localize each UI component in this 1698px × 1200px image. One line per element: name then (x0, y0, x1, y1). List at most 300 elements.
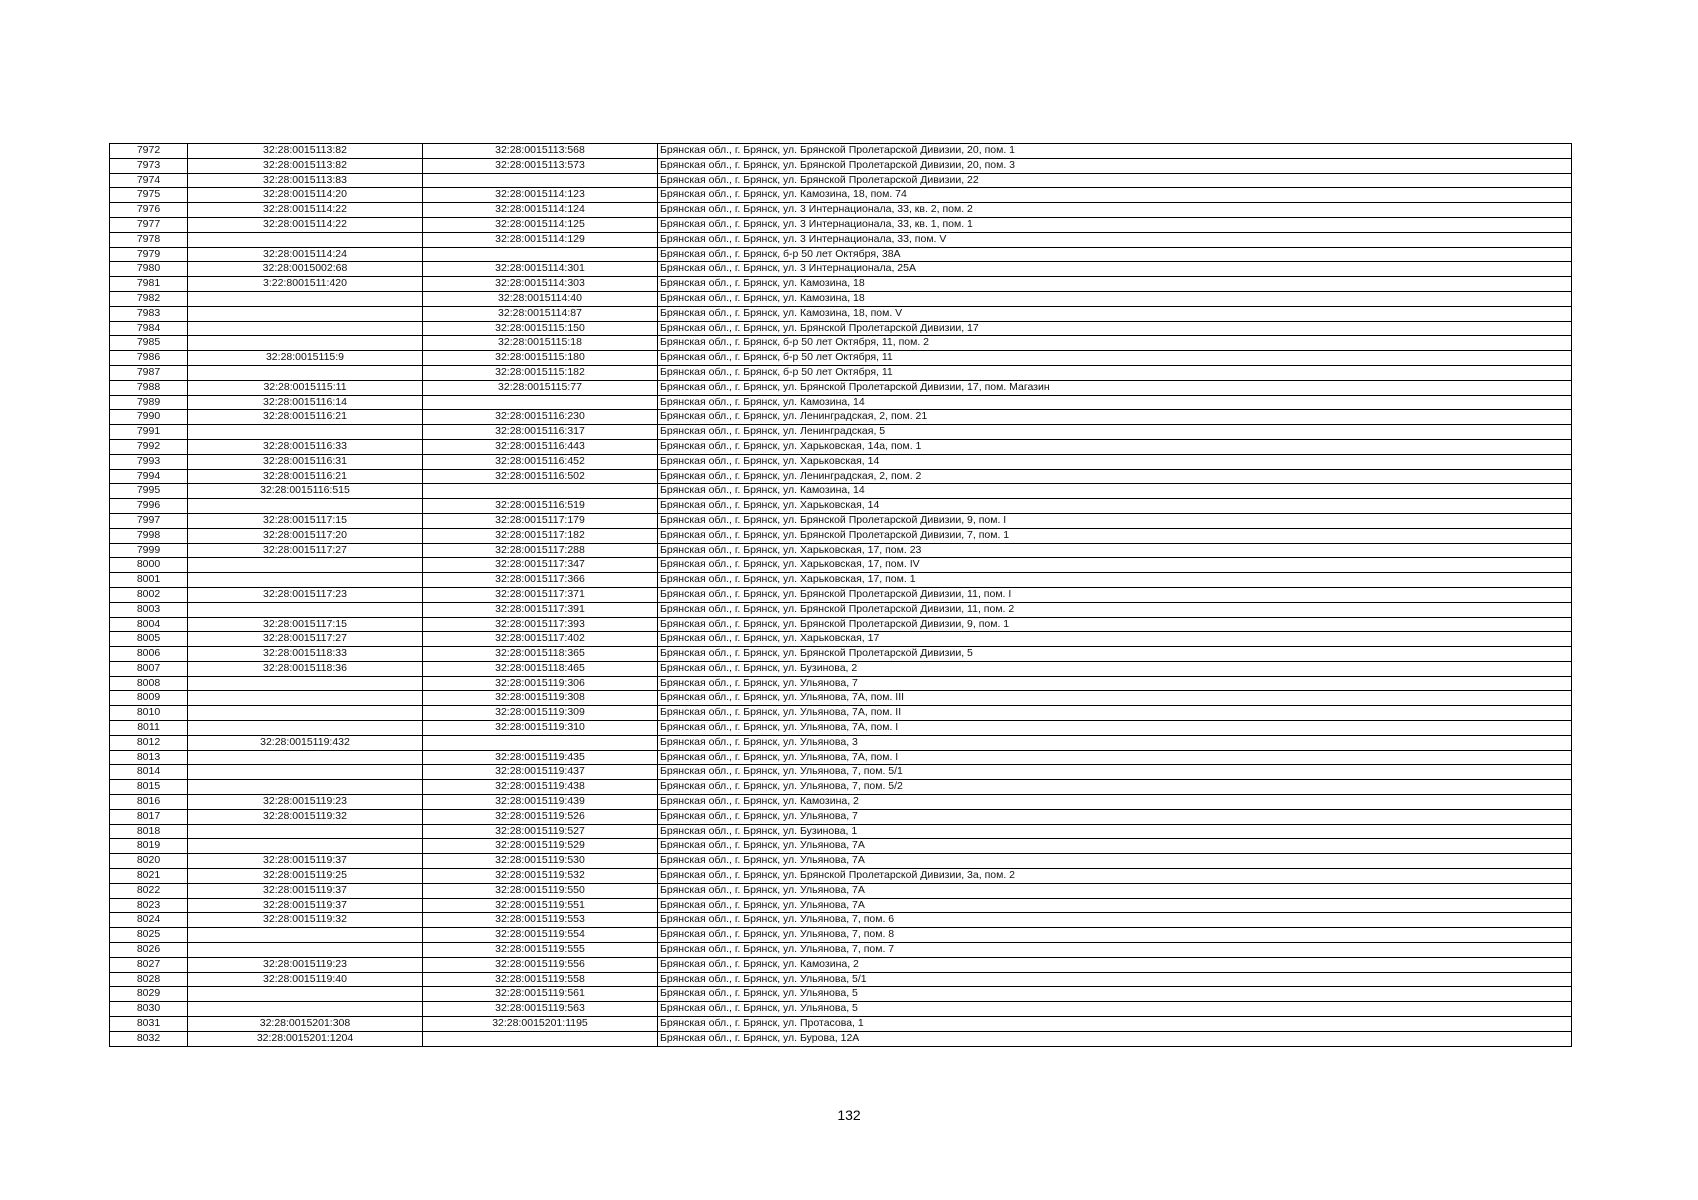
object-cadastral-number-cell: 32:28:0015119:309 (423, 706, 658, 721)
cadastral-number-cell: 32:28:0015116:14 (188, 395, 423, 410)
cadastral-number-cell (188, 824, 423, 839)
row-number-cell: 8013 (110, 750, 188, 765)
address-cell: Брянская обл., г. Брянск, ул. Брянской Пролетарской Дивизии, 9, пом. 1 (658, 617, 1572, 632)
cadastral-number-cell (188, 336, 423, 351)
address-cell: Брянская обл., г. Брянск, ул. Ульянова, 7, пом. 8 (658, 928, 1572, 943)
address-cell: Брянская обл., г. Брянск, ул. Камозина, 18 (658, 291, 1572, 306)
row-number-cell: 8025 (110, 928, 188, 943)
table-row (110, 499, 1572, 514)
cadastral-number-cell: 32:28:0015119:37 (188, 883, 423, 898)
table-row (110, 395, 1572, 410)
row-number-cell: 8001 (110, 573, 188, 588)
cadastral-number-cell: 32:28:0015119:25 (188, 869, 423, 884)
cadastral-number-cell: 32:28:0015119:32 (188, 809, 423, 824)
object-cadastral-number-cell: 32:28:0015119:553 (423, 913, 658, 928)
row-number-cell: 8026 (110, 943, 188, 958)
row-number-cell: 8029 (110, 987, 188, 1002)
object-cadastral-number-cell: 32:28:0015114:125 (423, 217, 658, 232)
table-row (110, 898, 1572, 913)
cadastral-number-cell: 32:28:0015119:37 (188, 854, 423, 869)
object-cadastral-number-cell: 32:28:0015119:554 (423, 928, 658, 943)
row-number-cell: 7982 (110, 291, 188, 306)
address-cell: Брянская обл., г. Брянск, ул. Протасова, 1 (658, 1017, 1572, 1032)
cadastral-number-cell: 32:28:0015118:36 (188, 661, 423, 676)
address-cell: Брянская обл., г. Брянск, ул. Ульянова, 7А (658, 883, 1572, 898)
address-cell: Брянская обл., г. Брянск, ул. Ульянова, 7, пом. 6 (658, 913, 1572, 928)
cadastral-number-cell (188, 987, 423, 1002)
row-number-cell: 7988 (110, 380, 188, 395)
address-cell: Брянская обл., г. Брянск, ул. Брянской Пролетарской Дивизии, 5 (658, 647, 1572, 662)
address-cell: Брянская обл., г. Брянск, ул. Ульянова, 7А, пом. I (658, 721, 1572, 736)
address-cell: Брянская обл., г. Брянск, ул. Ульянова, 7А, пом. III (658, 691, 1572, 706)
property-table (109, 143, 1572, 1047)
cadastral-number-cell: 32:28:0015116:21 (188, 410, 423, 425)
cadastral-number-cell (188, 691, 423, 706)
address-cell: Брянская обл., г. Брянск, ул. Харьковская, 14а, пом. 1 (658, 439, 1572, 454)
cadastral-number-cell (188, 365, 423, 380)
object-cadastral-number-cell: 32:28:0015117:347 (423, 558, 658, 573)
table-row (110, 1031, 1572, 1046)
address-cell: Брянская обл., г. Брянск, ул. 3 Интернационала, 33, кв. 2, пом. 2 (658, 203, 1572, 218)
row-number-cell: 8011 (110, 721, 188, 736)
table-row (110, 277, 1572, 292)
table-row (110, 647, 1572, 662)
cadastral-number-cell: 32:28:0015117:20 (188, 528, 423, 543)
row-number-cell: 7976 (110, 203, 188, 218)
object-cadastral-number-cell: 32:28:0015119:530 (423, 854, 658, 869)
address-cell: Брянская обл., г. Брянск, ул. Брянской Пролетарской Дивизии, 7, пом. 1 (658, 528, 1572, 543)
address-cell: Брянская обл., г. Брянск, ул. Камозина, 2 (658, 795, 1572, 810)
table-row (110, 987, 1572, 1002)
address-cell: Брянская обл., г. Брянск, ул. Ленинградская, 2, пом. 2 (658, 469, 1572, 484)
row-number-cell: 8008 (110, 676, 188, 691)
object-cadastral-number-cell: 32:28:0015114:124 (423, 203, 658, 218)
cadastral-number-cell: 32:28:0015119:40 (188, 972, 423, 987)
cadastral-number-cell: 32:28:0015116:515 (188, 484, 423, 499)
table-row (110, 217, 1572, 232)
cadastral-number-cell (188, 499, 423, 514)
address-cell: Брянская обл., г. Брянск, ул. 3 Интернационала, 33, кв. 1, пом. 1 (658, 217, 1572, 232)
row-number-cell: 8006 (110, 647, 188, 662)
table-row (110, 750, 1572, 765)
address-cell: Брянская обл., г. Брянск, ул. Ленинградская, 2, пом. 21 (658, 410, 1572, 425)
table-row (110, 1002, 1572, 1017)
table-row (110, 795, 1572, 810)
table-row (110, 721, 1572, 736)
object-cadastral-number-cell: 32:28:0015117:393 (423, 617, 658, 632)
address-cell: Брянская обл., г. Брянск, ул. Брянской Пролетарской Дивизии, 11, пом. 2 (658, 602, 1572, 617)
address-cell: Брянская обл., г. Брянск, ул. Брянской Пролетарской Дивизии, 20, пом. 1 (658, 144, 1572, 159)
table-row (110, 780, 1572, 795)
cadastral-number-cell: 32:28:0015114:24 (188, 247, 423, 262)
object-cadastral-number-cell: 32:28:0015118:465 (423, 661, 658, 676)
address-cell: Брянская обл., г. Брянск, ул. Ульянова, 7, пом. 5/2 (658, 780, 1572, 795)
row-number-cell: 7985 (110, 336, 188, 351)
table-row (110, 943, 1572, 958)
address-cell: Брянская обл., г. Брянск, ул. Ульянова, 5/1 (658, 972, 1572, 987)
row-number-cell: 7978 (110, 232, 188, 247)
row-number-cell: 7995 (110, 484, 188, 499)
table-row (110, 602, 1572, 617)
cadastral-number-cell (188, 721, 423, 736)
cadastral-number-cell: 32:28:0015201:1204 (188, 1031, 423, 1046)
table-row (110, 188, 1572, 203)
object-cadastral-number-cell: 32:28:0015116:519 (423, 499, 658, 514)
object-cadastral-number-cell: 32:28:0015115:18 (423, 336, 658, 351)
address-cell: Брянская обл., г. Брянск, ул. Харьковская, 17, пом. 1 (658, 573, 1572, 588)
table-row (110, 706, 1572, 721)
cadastral-number-cell: 32:28:0015117:27 (188, 543, 423, 558)
table-row (110, 203, 1572, 218)
object-cadastral-number-cell: 32:28:0015119:532 (423, 869, 658, 884)
row-number-cell: 8016 (110, 795, 188, 810)
row-number-cell: 7986 (110, 351, 188, 366)
row-number-cell: 8000 (110, 558, 188, 573)
cadastral-number-cell (188, 839, 423, 854)
address-cell: Брянская обл., г. Брянск, ул. Брянской Пролетарской Дивизии, 9, пом. I (658, 513, 1572, 528)
cadastral-number-cell: 32:28:0015119:32 (188, 913, 423, 928)
address-cell: Брянская обл., г. Брянск, ул. Ульянова, 7А (658, 854, 1572, 869)
cadastral-number-cell: 32:28:0015114:22 (188, 217, 423, 232)
table-row (110, 573, 1572, 588)
row-number-cell: 8023 (110, 898, 188, 913)
object-cadastral-number-cell: 32:28:0015119:310 (423, 721, 658, 736)
cadastral-number-cell (188, 1002, 423, 1017)
address-cell: Брянская обл., г. Брянск, ул. Брянской Пролетарской Дивизии, 3а, пом. 2 (658, 869, 1572, 884)
cadastral-number-cell: 32:28:0015119:37 (188, 898, 423, 913)
object-cadastral-number-cell: 32:28:0015117:402 (423, 632, 658, 647)
table-row (110, 587, 1572, 602)
object-cadastral-number-cell: 32:28:0015119:550 (423, 883, 658, 898)
object-cadastral-number-cell: 32:28:0015119:563 (423, 1002, 658, 1017)
row-number-cell: 8002 (110, 587, 188, 602)
cadastral-number-cell: 32:28:0015117:15 (188, 617, 423, 632)
row-number-cell: 7993 (110, 454, 188, 469)
object-cadastral-number-cell: 32:28:0015119:438 (423, 780, 658, 795)
object-cadastral-number-cell: 32:28:0015119:551 (423, 898, 658, 913)
table-row (110, 410, 1572, 425)
property-table-body (110, 144, 1572, 1047)
table-row (110, 735, 1572, 750)
row-number-cell: 8019 (110, 839, 188, 854)
object-cadastral-number-cell: 32:28:0015115:182 (423, 365, 658, 380)
page-number: 132 (837, 1107, 861, 1123)
object-cadastral-number-cell: 32:28:0015113:568 (423, 144, 658, 159)
object-cadastral-number-cell: 32:28:0015116:502 (423, 469, 658, 484)
row-number-cell: 8032 (110, 1031, 188, 1046)
row-number-cell: 8015 (110, 780, 188, 795)
cadastral-number-cell: 32:28:0015117:27 (188, 632, 423, 647)
row-number-cell: 8005 (110, 632, 188, 647)
cadastral-number-cell: 32:28:0015118:33 (188, 647, 423, 662)
row-number-cell: 8020 (110, 854, 188, 869)
row-number-cell: 7981 (110, 277, 188, 292)
object-cadastral-number-cell: 32:28:0015115:150 (423, 321, 658, 336)
table-row (110, 247, 1572, 262)
row-number-cell: 8031 (110, 1017, 188, 1032)
address-cell: Брянская обл., г. Брянск, б-р 50 лет Октября, 38А (658, 247, 1572, 262)
table-row (110, 321, 1572, 336)
address-cell: Брянская обл., г. Брянск, б-р 50 лет Октября, 11, пом. 2 (658, 336, 1572, 351)
row-number-cell: 7998 (110, 528, 188, 543)
cadastral-number-cell: 32:28:0015119:23 (188, 957, 423, 972)
row-number-cell: 7984 (110, 321, 188, 336)
address-cell: Брянская обл., г. Брянск, ул. Ульянова, 5 (658, 987, 1572, 1002)
row-number-cell: 8007 (110, 661, 188, 676)
cadastral-number-cell: 32:28:0015116:21 (188, 469, 423, 484)
row-number-cell: 7991 (110, 425, 188, 440)
table-row (110, 439, 1572, 454)
table-row (110, 854, 1572, 869)
table-row (110, 454, 1572, 469)
cadastral-number-cell: 32:28:0015117:15 (188, 513, 423, 528)
object-cadastral-number-cell: 32:28:0015119:526 (423, 809, 658, 824)
table-row (110, 543, 1572, 558)
address-cell: Брянская обл., г. Брянск, ул. Камозина, 14 (658, 395, 1572, 410)
object-cadastral-number-cell: 32:28:0015114:303 (423, 277, 658, 292)
object-cadastral-number-cell: 32:28:0015119:437 (423, 765, 658, 780)
table-row (110, 676, 1572, 691)
address-cell: Брянская обл., г. Брянск, ул. Ульянова, 3 (658, 735, 1572, 750)
row-number-cell: 7987 (110, 365, 188, 380)
object-cadastral-number-cell: 32:28:0015119:527 (423, 824, 658, 839)
table-row (110, 839, 1572, 854)
table-row (110, 765, 1572, 780)
address-cell: Брянская обл., г. Брянск, ул. Харьковская, 17, пом. 23 (658, 543, 1572, 558)
object-cadastral-number-cell: 32:28:0015119:439 (423, 795, 658, 810)
table-row (110, 262, 1572, 277)
object-cadastral-number-cell: 32:28:0015117:391 (423, 602, 658, 617)
table-row (110, 928, 1572, 943)
address-cell: Брянская обл., г. Брянск, ул. Бузинова, 1 (658, 824, 1572, 839)
cadastral-number-cell: 32:28:0015201:308 (188, 1017, 423, 1032)
address-cell: Брянская обл., г. Брянск, ул. Камозина, 14 (658, 484, 1572, 499)
cadastral-number-cell (188, 750, 423, 765)
row-number-cell: 8018 (110, 824, 188, 839)
cadastral-number-cell: 3:22:8001511:420 (188, 277, 423, 292)
table-row (110, 809, 1572, 824)
row-number-cell: 7997 (110, 513, 188, 528)
cadastral-number-cell (188, 943, 423, 958)
row-number-cell: 7990 (110, 410, 188, 425)
row-number-cell: 8004 (110, 617, 188, 632)
cadastral-number-cell (188, 558, 423, 573)
object-cadastral-number-cell (423, 735, 658, 750)
object-cadastral-number-cell: 32:28:0015116:230 (423, 410, 658, 425)
address-cell: Брянская обл., г. Брянск, ул. Ульянова, 7, пом. 5/1 (658, 765, 1572, 780)
row-number-cell: 8012 (110, 735, 188, 750)
table-row (110, 351, 1572, 366)
object-cadastral-number-cell (423, 173, 658, 188)
address-cell: Брянская обл., г. Брянск, ул. Ульянова, 7, пом. 7 (658, 943, 1572, 958)
row-number-cell: 8024 (110, 913, 188, 928)
object-cadastral-number-cell: 32:28:0015116:317 (423, 425, 658, 440)
object-cadastral-number-cell: 32:28:0015114:40 (423, 291, 658, 306)
cadastral-number-cell: 32:28:0015115:9 (188, 351, 423, 366)
address-cell: Брянская обл., г. Брянск, ул. Камозина, 18 (658, 277, 1572, 292)
table-row (110, 558, 1572, 573)
address-cell: Брянская обл., г. Брянск, ул. Ульянова, 7А, пом. II (658, 706, 1572, 721)
table-row (110, 365, 1572, 380)
cadastral-number-cell: 32:28:0015113:82 (188, 158, 423, 173)
table-row (110, 1017, 1572, 1032)
row-number-cell: 8021 (110, 869, 188, 884)
object-cadastral-number-cell: 32:28:0015114:123 (423, 188, 658, 203)
object-cadastral-number-cell: 32:28:0015117:179 (423, 513, 658, 528)
row-number-cell: 8027 (110, 957, 188, 972)
row-number-cell: 8017 (110, 809, 188, 824)
row-number-cell: 7996 (110, 499, 188, 514)
object-cadastral-number-cell: 32:28:0015116:452 (423, 454, 658, 469)
object-cadastral-number-cell (423, 484, 658, 499)
cadastral-number-cell: 32:28:0015114:22 (188, 203, 423, 218)
object-cadastral-number-cell: 32:28:0015201:1195 (423, 1017, 658, 1032)
table-row (110, 883, 1572, 898)
cadastral-number-cell (188, 306, 423, 321)
address-cell: Брянская обл., г. Брянск, ул. Харьковская, 14 (658, 499, 1572, 514)
object-cadastral-number-cell: 32:28:0015117:371 (423, 587, 658, 602)
address-cell: Брянская обл., г. Брянск, б-р 50 лет Октября, 11 (658, 351, 1572, 366)
row-number-cell: 8003 (110, 602, 188, 617)
cadastral-number-cell: 32:28:0015002:68 (188, 262, 423, 277)
row-number-cell: 7977 (110, 217, 188, 232)
address-cell: Брянская обл., г. Брянск, ул. Камозина, 18, пом. V (658, 306, 1572, 321)
cadastral-number-cell (188, 602, 423, 617)
cadastral-number-cell (188, 765, 423, 780)
object-cadastral-number-cell: 32:28:0015114:87 (423, 306, 658, 321)
address-cell: Брянская обл., г. Брянск, ул. Ленинградская, 5 (658, 425, 1572, 440)
cadastral-number-cell: 32:28:0015119:432 (188, 735, 423, 750)
table-row (110, 469, 1572, 484)
address-cell: Брянская обл., г. Брянск, ул. Брянской Пролетарской Дивизии, 17 (658, 321, 1572, 336)
row-number-cell: 8030 (110, 1002, 188, 1017)
row-number-cell: 7989 (110, 395, 188, 410)
address-cell: Брянская обл., г. Брянск, ул. Ульянова, 7А, пом. I (658, 750, 1572, 765)
row-number-cell: 7973 (110, 158, 188, 173)
cadastral-number-cell (188, 676, 423, 691)
cadastral-number-cell: 32:28:0015114:20 (188, 188, 423, 203)
table-row (110, 632, 1572, 647)
table-row (110, 173, 1572, 188)
row-number-cell: 7992 (110, 439, 188, 454)
row-number-cell: 8022 (110, 883, 188, 898)
cadastral-number-cell (188, 425, 423, 440)
object-cadastral-number-cell: 32:28:0015119:435 (423, 750, 658, 765)
object-cadastral-number-cell: 32:28:0015115:77 (423, 380, 658, 395)
cadastral-number-cell (188, 573, 423, 588)
object-cadastral-number-cell: 32:28:0015119:555 (423, 943, 658, 958)
object-cadastral-number-cell: 32:28:0015117:366 (423, 573, 658, 588)
row-number-cell: 7980 (110, 262, 188, 277)
object-cadastral-number-cell: 32:28:0015119:308 (423, 691, 658, 706)
address-cell: Брянская обл., г. Брянск, ул. Бузинова, 2 (658, 661, 1572, 676)
cadastral-number-cell: 32:28:0015119:23 (188, 795, 423, 810)
cadastral-number-cell: 32:28:0015116:31 (188, 454, 423, 469)
row-number-cell: 7972 (110, 144, 188, 159)
address-cell: Брянская обл., г. Брянск, ул. Харьковская, 14 (658, 454, 1572, 469)
cadastral-number-cell: 32:28:0015113:82 (188, 144, 423, 159)
table-row (110, 158, 1572, 173)
table-row (110, 824, 1572, 839)
address-cell: Брянская обл., г. Брянск, ул. Харьковская, 17, пом. IV (658, 558, 1572, 573)
object-cadastral-number-cell: 32:28:0015119:306 (423, 676, 658, 691)
address-cell: Брянская обл., г. Брянск, ул. Бурова, 12А (658, 1031, 1572, 1046)
table-row (110, 972, 1572, 987)
row-number-cell: 8028 (110, 972, 188, 987)
address-cell: Брянская обл., г. Брянск, ул. Ульянова, 7А (658, 898, 1572, 913)
address-cell: Брянская обл., г. Брянск, ул. Ульянова, 7А (658, 839, 1572, 854)
table-row (110, 336, 1572, 351)
object-cadastral-number-cell: 32:28:0015119:529 (423, 839, 658, 854)
address-cell: Брянская обл., г. Брянск, ул. Камозина, 18, пом. 74 (658, 188, 1572, 203)
object-cadastral-number-cell: 32:28:0015115:180 (423, 351, 658, 366)
table-row (110, 691, 1572, 706)
object-cadastral-number-cell (423, 1031, 658, 1046)
table-row (110, 513, 1572, 528)
row-number-cell: 8009 (110, 691, 188, 706)
address-cell: Брянская обл., г. Брянск, ул. Камозина, 2 (658, 957, 1572, 972)
table-row (110, 957, 1572, 972)
cadastral-number-cell (188, 232, 423, 247)
object-cadastral-number-cell: 32:28:0015113:573 (423, 158, 658, 173)
address-cell: Брянская обл., г. Брянск, ул. Брянской Пролетарской Дивизии, 17, пом. Магазин (658, 380, 1572, 395)
address-cell: Брянская обл., г. Брянск, ул. Ульянова, 5 (658, 1002, 1572, 1017)
cadastral-number-cell: 32:28:0015113:83 (188, 173, 423, 188)
object-cadastral-number-cell: 32:28:0015114:301 (423, 262, 658, 277)
object-cadastral-number-cell (423, 247, 658, 262)
table-row (110, 528, 1572, 543)
address-cell: Брянская обл., г. Брянск, ул. Брянской Пролетарской Дивизии, 22 (658, 173, 1572, 188)
table-row (110, 484, 1572, 499)
cadastral-number-cell: 32:28:0015115:11 (188, 380, 423, 395)
table-row (110, 232, 1572, 247)
object-cadastral-number-cell: 32:28:0015116:443 (423, 439, 658, 454)
row-number-cell: 8010 (110, 706, 188, 721)
table-row (110, 913, 1572, 928)
row-number-cell: 7983 (110, 306, 188, 321)
row-number-cell: 7975 (110, 188, 188, 203)
table-row (110, 661, 1572, 676)
address-cell: Брянская обл., г. Брянск, ул. 3 Интернационала, 33, пом. V (658, 232, 1572, 247)
object-cadastral-number-cell (423, 395, 658, 410)
object-cadastral-number-cell: 32:28:0015119:561 (423, 987, 658, 1002)
address-cell: Брянская обл., г. Брянск, б-р 50 лет Октября, 11 (658, 365, 1572, 380)
object-cadastral-number-cell: 32:28:0015119:558 (423, 972, 658, 987)
row-number-cell: 7999 (110, 543, 188, 558)
row-number-cell: 7979 (110, 247, 188, 262)
row-number-cell: 8014 (110, 765, 188, 780)
cadastral-number-cell: 32:28:0015116:33 (188, 439, 423, 454)
object-cadastral-number-cell: 32:28:0015117:182 (423, 528, 658, 543)
address-cell: Брянская обл., г. Брянск, ул. Ульянова, 7 (658, 676, 1572, 691)
row-number-cell: 7974 (110, 173, 188, 188)
table-row (110, 869, 1572, 884)
cadastral-number-cell (188, 780, 423, 795)
object-cadastral-number-cell: 32:28:0015114:129 (423, 232, 658, 247)
table-row (110, 617, 1572, 632)
address-cell: Брянская обл., г. Брянск, ул. Брянской Пролетарской Дивизии, 20, пом. 3 (658, 158, 1572, 173)
table-row (110, 380, 1572, 395)
address-cell: Брянская обл., г. Брянск, ул. Брянской Пролетарской Дивизии, 11, пом. I (658, 587, 1572, 602)
object-cadastral-number-cell: 32:28:0015119:556 (423, 957, 658, 972)
table-row (110, 425, 1572, 440)
cadastral-number-cell (188, 928, 423, 943)
table-row (110, 306, 1572, 321)
address-cell: Брянская обл., г. Брянск, ул. Ульянова, 7 (658, 809, 1572, 824)
cadastral-number-cell (188, 706, 423, 721)
table-row (110, 144, 1572, 159)
cadastral-number-cell (188, 291, 423, 306)
